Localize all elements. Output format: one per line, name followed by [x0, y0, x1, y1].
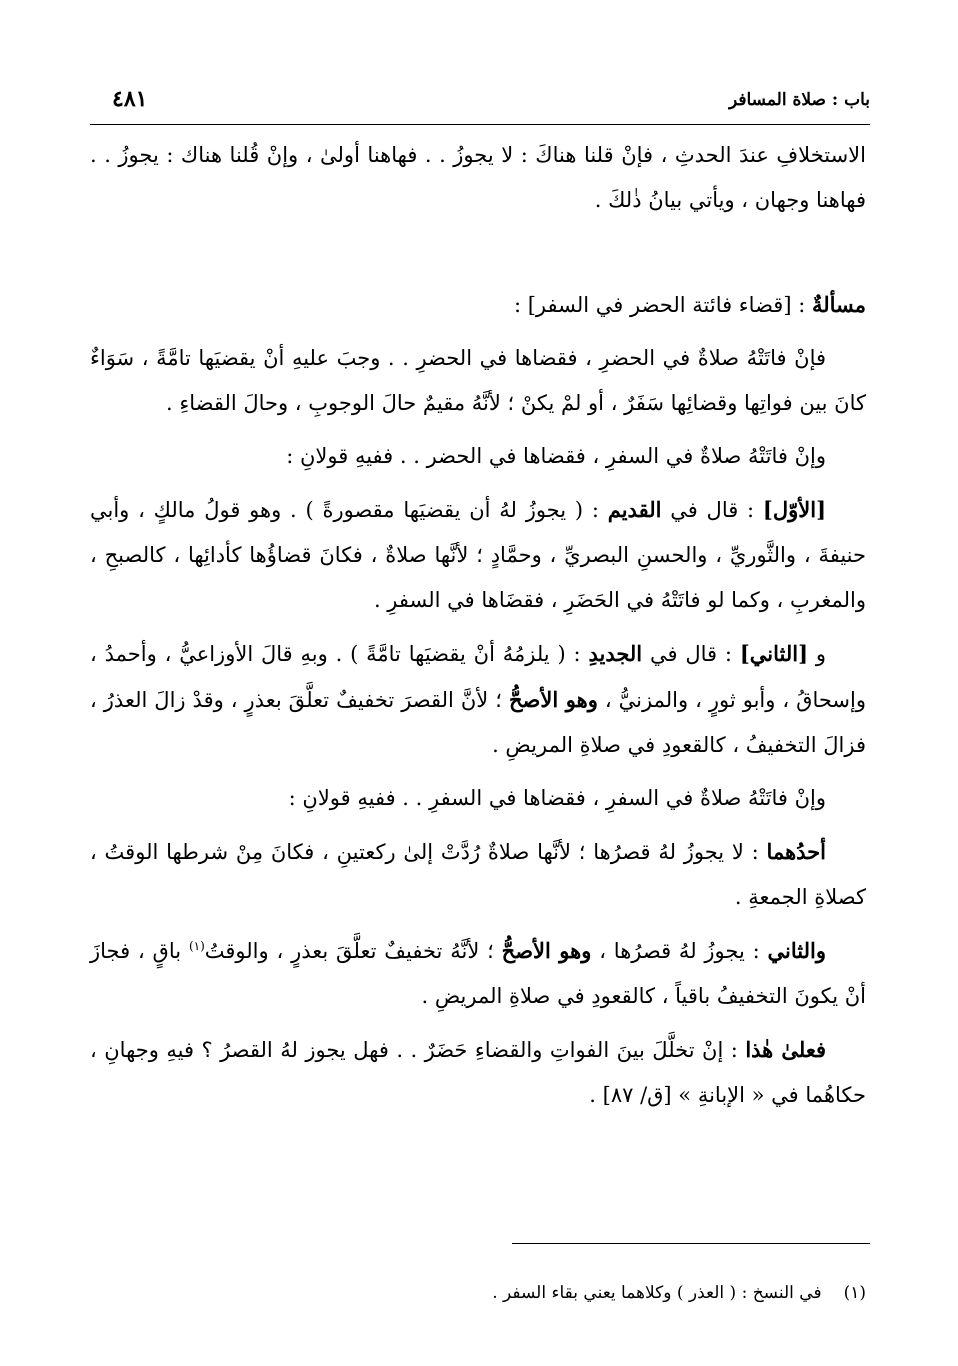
footnote-number: (١)	[843, 1283, 866, 1303]
paragraph: وإنْ فاتَتْهُ صلاةٌ في السفرِ ، فقضاها في السفرِ . . ففيهِ قولانِ :	[288, 786, 826, 810]
footnote-ref[interactable]: (١)	[188, 939, 205, 953]
term-bold: وهو الأصحُّ	[508, 687, 598, 712]
paragraph: فإنْ فاتَتْهُ صلاةٌ في الحضرِ ، فقضاها في الحضرِ . . وجبَ عليهِ أنْ يقضيَها تامَّةً ، سَوَاءٌ كانَ بين فواتِها وقضائِها سَفَرٌ ، أو لمْ يكنْ ؛ لأنَّهُ مقيمٌ حالَ الوجوبِ ، وحالَ القضاءِ .	[90, 346, 866, 415]
masala-title: : [قضاء فائتة الحضر في السفر] :	[513, 293, 812, 317]
text-run: : قال في	[661, 498, 763, 522]
term-bold: الجديدِ	[588, 641, 643, 666]
opinion-label: [الثاني]	[739, 641, 809, 666]
paragraph-first-opinion	[90, 487, 866, 623]
text-run: : لا يجوزُ لهُ قصرُها ؛ لأنَّها صلاةٌ رُدَّتْ إلىٰ ركعتينِ ، فكانَ مِنْ شرطها الوقتُ ، كصلاةِ الجمعةِ .	[90, 840, 866, 909]
page-header	[90, 86, 870, 122]
running-title: باب : صلاة المسافر	[728, 90, 870, 110]
opinion-label: [الأوّل]	[762, 497, 827, 522]
text-run: و	[808, 642, 826, 666]
paragraph-second-opinion	[90, 631, 866, 768]
text-run: ؛ لأنَّ القصرَ تخفيفٌ تعلَّقَ بعذرٍ ، وقدْ زالَ العذرُ ، فزالَ التخفيفُ ، كالقعودِ في صلاةِ المريضِ .	[90, 688, 866, 757]
paragraph: وإنْ فاتَتْهُ صلاةٌ في السفرِ ، فقضاها في الحضر . . ففيهِ قولانِ :	[286, 444, 826, 468]
term-bold: القديم	[607, 497, 662, 522]
text-run: : ( يلزمُهُ أنْ يقضيَها تامَّةً ) . وبهِ قالَ الأوزاعيُّ ، وأحمدُ ، وإسحاقُ ، وأبو ثورٍ ، والمزنيُّ ،	[90, 642, 866, 712]
text-run: باقٍ ، فجازَ أنْ يكونَ التخفيفُ باقياً ، كالقعودِ في صلاةِ المريضِ .	[90, 939, 866, 1008]
text-run: : قال في	[642, 642, 740, 666]
section-gap	[90, 231, 866, 282]
term-bold: وهو الأصحُّ	[501, 938, 592, 963]
body-text	[90, 133, 866, 1126]
paragraph-opinion-one	[90, 829, 866, 920]
text-run: : يجوزُ لهُ قصرُها ،	[591, 939, 768, 963]
paragraph-continuation: الاستخلافِ عندَ الحدثِ ، فإنْ قلنا هناكَ : لا يجوزُ . . فهاهنا أولىٰ ، وإنْ قُلنا هناك : يجوزُ . . فهاهنا وجهان ، ويأتي بيانُ ذٰلكَ .	[90, 143, 866, 212]
paragraph-consequence	[90, 1027, 866, 1118]
page-number: ٤٨١	[112, 86, 148, 112]
opinion-label: أحدُهما	[766, 839, 826, 864]
footnote	[492, 1283, 866, 1303]
header-rule	[90, 124, 870, 125]
opinion-label: فعلىٰ هٰذا	[745, 1037, 826, 1062]
section-heading	[90, 282, 866, 328]
text-run: : إنْ تخلَّلَ بينَ الفواتِ والقضاءِ حَضَرٌ . . فهل يجوز لهُ القصرُ ؟ فيهِ وجهانِ ، حكاهُما في « الإبانةِ » [ق/ ٨٧] .	[90, 1038, 866, 1107]
text-run: ؛ لأنَّهُ تخفيفٌ تعلَّقَ بعذرٍ ، والوقتُ	[204, 939, 502, 963]
footnote-rule	[512, 1243, 870, 1244]
opinion-label: والثاني	[767, 938, 827, 963]
footnote-text: في النسخ : ( العذر ) وكلاهما يعني بقاء السفر .	[492, 1283, 822, 1303]
paragraph-opinion-two	[90, 928, 866, 1019]
masala-label: مسألةٌ	[811, 292, 866, 317]
text-run: : ( يجوزُ لهُ أن يقضيَها مقصورةً ) . وهو قولُ مالكٍ ، وأبي حنيفةَ ، والثَّوريِّ ، والحسنِ البصريِّ ، وحمَّادٍ ؛ لأنَّها صلاةٌ ، فكانَ قضاؤُها كأدائِها ، كالصبحِ ، والمغربِ ، وكما لو فاتَتْهُ في الحَضَرِ ، فقضَاها في السفرِ .	[90, 498, 866, 612]
